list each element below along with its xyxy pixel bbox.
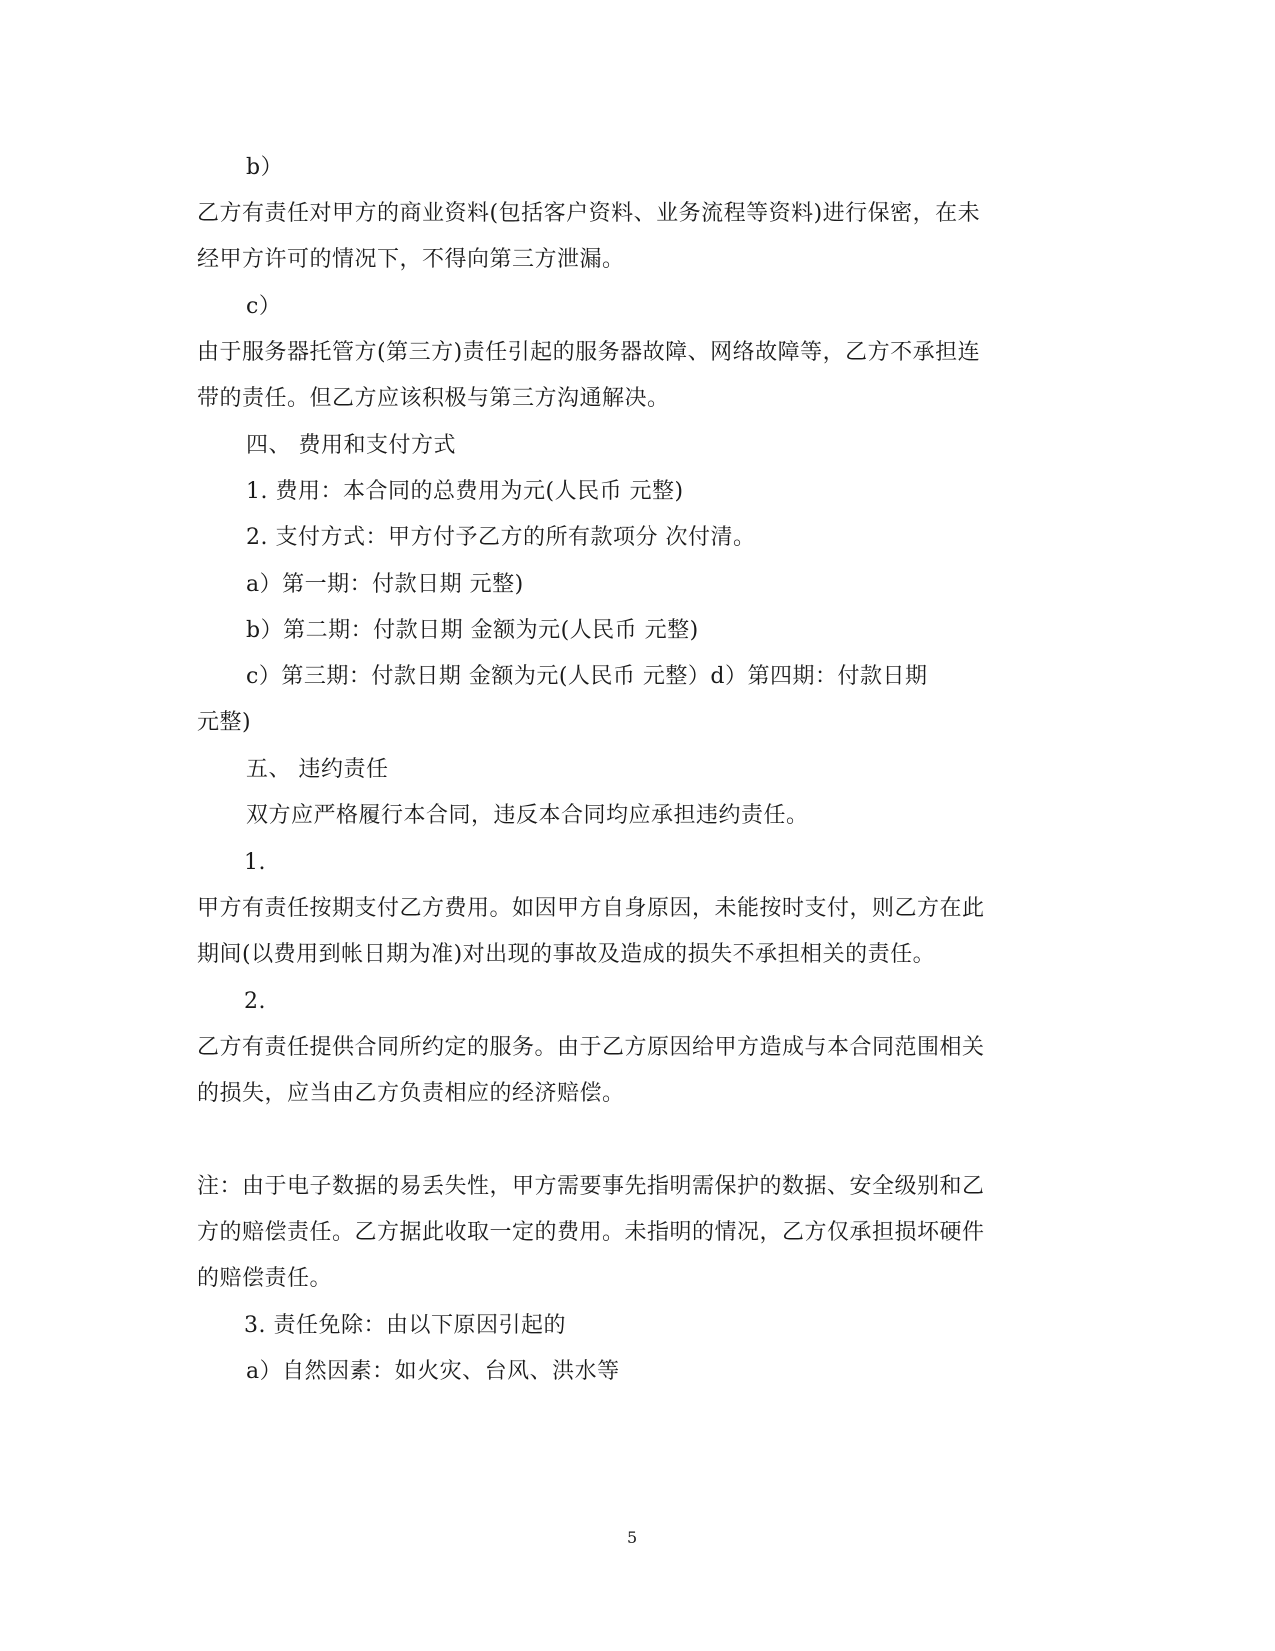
page-number: 5 — [627, 1528, 638, 1547]
paragraph-line: 乙方有责任对甲方的商业资料(包括客户资料、业务流程等资料)进行保密，在未 — [197, 201, 981, 226]
list-item: a）第一期：付款日期 元整) — [246, 572, 524, 597]
note-paragraph-line: 方的赔偿责任。乙方据此收取一定的费用。未指明的情况，乙方仅承担损坏硬件 — [197, 1220, 985, 1245]
list-item: 2. 支付方式：甲方付予乙方的所有款项分 次付清。 — [246, 525, 756, 550]
paragraph-line: 双方应严格履行本合同，违反本合同均应承担违约责任。 — [246, 803, 809, 828]
paragraph-line: 乙方有责任提供合同所约定的服务。由于乙方原因给甲方造成与本合同范围相关 — [197, 1035, 985, 1060]
list-marker-2: 2. — [244, 989, 266, 1014]
list-item: 1. 费用：本合同的总费用为元(人民币 元整) — [246, 479, 684, 504]
paragraph-line: 期间(以费用到帐日期为准)对出现的事故及造成的损失不承担相关的责任。 — [197, 942, 936, 967]
paragraph-line: 元整) — [197, 710, 252, 735]
list-marker-1: 1. — [244, 850, 266, 875]
list-marker-b: b） — [246, 155, 284, 180]
paragraph-line: 甲方有责任按期支付乙方费用。如因甲方自身原因，未能按时支付，则乙方在此 — [197, 896, 985, 921]
paragraph-line: 由于服务器托管方(第三方)责任引起的服务器故障、网络故障等，乙方不承担连 — [197, 340, 981, 365]
list-item: 3. 责任免除：由以下原因引起的 — [244, 1313, 566, 1338]
note-paragraph-line: 注：由于电子数据的易丢失性，甲方需要事先指明需保护的数据、安全级别和乙 — [197, 1174, 985, 1199]
list-marker-c: c） — [246, 294, 282, 319]
list-item: c）第三期：付款日期 金额为元(人民币 元整）d）第四期：付款日期 — [246, 664, 928, 689]
paragraph-line: 带的责任。但乙方应该积极与第三方沟通解决。 — [197, 386, 670, 411]
paragraph-line: 经甲方许可的情况下，不得向第三方泄漏。 — [197, 247, 625, 272]
section-heading-fees: 四、 费用和支付方式 — [246, 433, 456, 458]
section-heading-liability: 五、 违约责任 — [246, 757, 389, 782]
list-item: a）自然因素：如火灾、台风、洪水等 — [246, 1359, 620, 1384]
paragraph-line: 的损失，应当由乙方负责相应的经济赔偿。 — [197, 1081, 625, 1106]
note-paragraph-line: 的赔偿责任。 — [197, 1266, 333, 1291]
list-item: b）第二期：付款日期 金额为元(人民币 元整) — [246, 618, 699, 643]
